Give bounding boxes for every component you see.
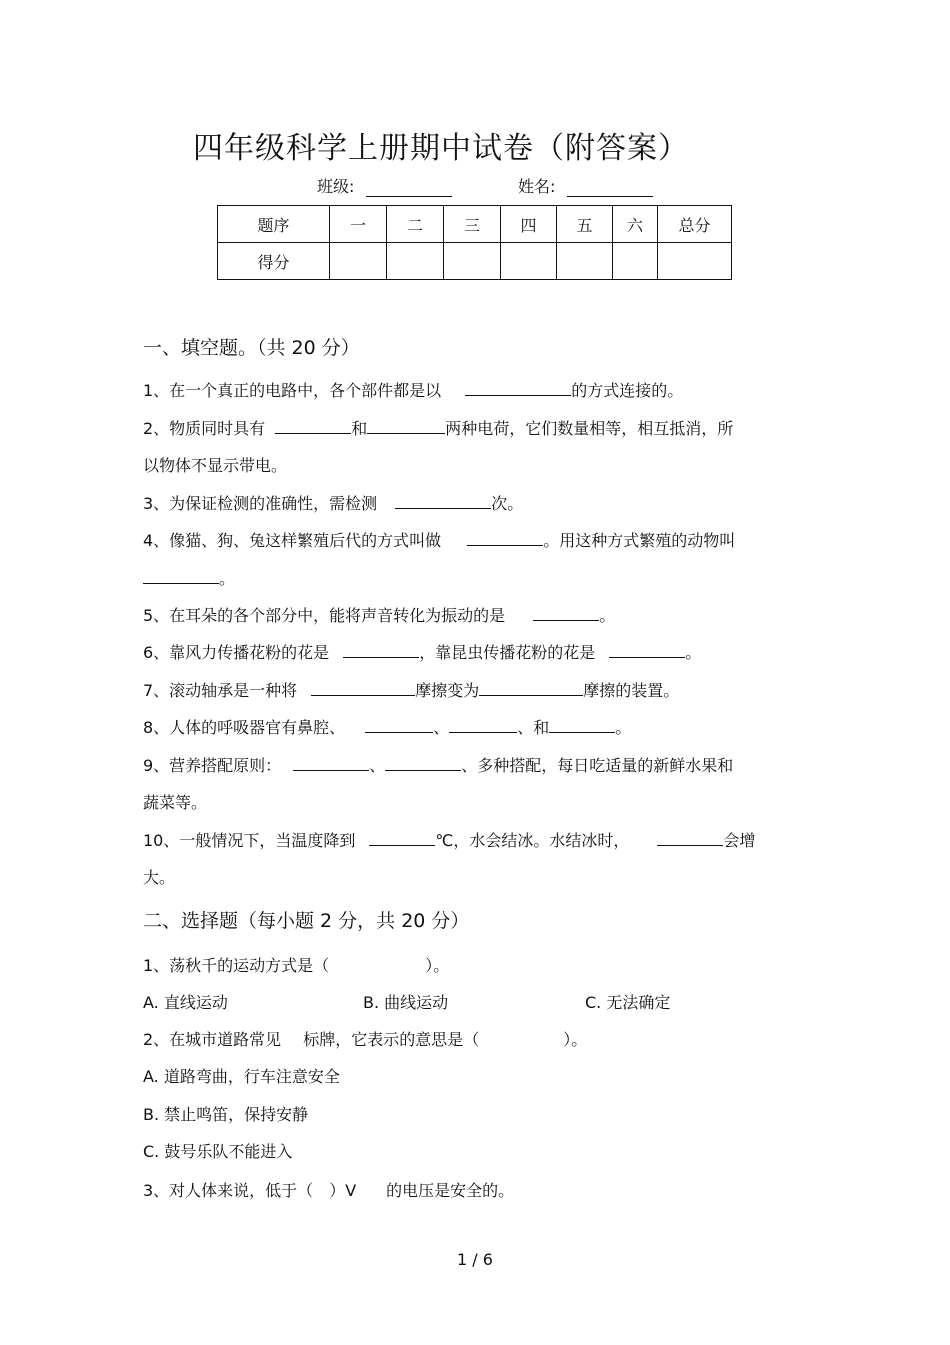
- question-text: 。用这种方式繁殖的动物叫: [543, 531, 736, 550]
- question-text: 2、物质同时具有: [143, 419, 266, 438]
- question-2-2-option-b[interactable]: B. 禁止鸣笛，保持安静: [143, 1105, 309, 1124]
- question-1-1: [143, 378, 683, 401]
- answer-blank[interactable]: [533, 605, 599, 621]
- question-text: 1、荡秋千的运动方式是（: [143, 956, 330, 975]
- question-text: 。: [615, 718, 632, 737]
- question-text: 、: [433, 718, 450, 737]
- class-field: [317, 174, 452, 197]
- answer-blank[interactable]: [311, 680, 415, 696]
- score-cell[interactable]: [613, 243, 658, 280]
- question-text: 的电压是安全的。: [386, 1181, 515, 1200]
- question-text: 3、对人体来说，低于（: [143, 1181, 314, 1200]
- question-text: 。: [685, 643, 702, 662]
- score-row-label: 得分: [218, 243, 330, 280]
- question-2-2-option-a[interactable]: A. 道路弯曲，行车注意安全: [143, 1067, 340, 1086]
- question-1-7: [143, 678, 679, 701]
- answer-blank[interactable]: [365, 717, 433, 733]
- question-text: 、: [369, 756, 386, 775]
- question-text: 两种电荷，它们数量相等，相互抵消，所: [445, 419, 734, 438]
- answer-blank[interactable]: [467, 530, 543, 546]
- answer-blank[interactable]: [449, 717, 517, 733]
- question-1-2: [143, 416, 733, 439]
- score-cell[interactable]: [501, 243, 557, 280]
- question-text: ℃，水会结冰。水结冰时，: [435, 831, 630, 850]
- score-header-cell: 三: [444, 206, 501, 243]
- answer-blank[interactable]: [343, 642, 419, 658]
- question-1-2-cont: 以物体不显示带电。: [143, 456, 288, 475]
- score-header-cell: 四: [501, 206, 557, 243]
- score-header-cell: 五: [557, 206, 613, 243]
- score-cell[interactable]: [658, 243, 732, 280]
- question-2-1-option-a[interactable]: A. 直线运动: [143, 993, 228, 1012]
- question-text: ，靠昆虫传播花粉的花是: [419, 643, 596, 662]
- question-text: 标牌，它表示的意思是（: [303, 1030, 480, 1049]
- question-1-3: [143, 491, 523, 514]
- question-text: ）V: [329, 1181, 357, 1200]
- question-text: 、多种搭配，每日吃适量的新鲜水果和: [461, 756, 734, 775]
- question-text: 8、人体的呼吸器官有鼻腔、: [143, 718, 346, 737]
- score-table-score-row: [218, 243, 732, 280]
- section2-heading: 二、选择题（每小题 2 分，共 20 分）: [143, 910, 470, 932]
- question-text: 会增: [723, 831, 756, 850]
- question-2-1-option-c[interactable]: C. 无法确定: [585, 993, 671, 1012]
- score-cell[interactable]: [387, 243, 444, 280]
- class-blank[interactable]: [366, 179, 452, 197]
- section1-heading: 一、填空题。（共 20 分）: [143, 337, 360, 359]
- question-text: 3、为保证检测的准确性，需检测: [143, 494, 378, 513]
- name-blank[interactable]: [567, 179, 653, 197]
- page-number: 1 / 6: [457, 1250, 493, 1269]
- class-label: 班级:: [317, 177, 355, 196]
- answer-blank[interactable]: [395, 493, 491, 509]
- question-2-2: [143, 1027, 587, 1050]
- name-field: [518, 174, 653, 197]
- answer-blank[interactable]: [143, 568, 219, 584]
- question-1-10: [143, 828, 755, 851]
- answer-blank[interactable]: [385, 755, 461, 771]
- question-text: 7、滚动轴承是一种将: [143, 681, 298, 700]
- score-header-cell: 六: [613, 206, 658, 243]
- question-text: 的方式连接的。: [571, 381, 684, 400]
- question-text: 。: [599, 606, 616, 625]
- score-table-header-row: [218, 206, 732, 243]
- score-cell[interactable]: [444, 243, 501, 280]
- question-text: 4、像猫、狗、兔这样繁殖后代的方式叫做: [143, 531, 442, 550]
- answer-blank[interactable]: [657, 830, 723, 846]
- question-text: 10、一般情况下，当温度降到: [143, 831, 356, 850]
- question-text: 摩擦的装置。: [583, 681, 680, 700]
- question-text: 5、在耳朵的各个部分中，能将声音转化为振动的是: [143, 606, 506, 625]
- name-label: 姓名:: [518, 177, 556, 196]
- question-text: 、和: [517, 718, 550, 737]
- question-text: 。: [219, 569, 236, 588]
- answer-blank[interactable]: [369, 830, 435, 846]
- score-cell[interactable]: [330, 243, 387, 280]
- question-text: 2、在城市道路常见: [143, 1030, 282, 1049]
- answer-blank[interactable]: [465, 380, 571, 396]
- question-text: 6、靠风力传播花粉的花是: [143, 643, 330, 662]
- question-text: ）。: [563, 1030, 588, 1049]
- question-text: ）。: [425, 956, 450, 975]
- question-text: 1、在一个真正的电路中，各个部件都是以: [143, 381, 442, 400]
- question-text: 和: [351, 419, 368, 438]
- answer-blank[interactable]: [479, 680, 583, 696]
- score-table: [217, 205, 732, 280]
- score-header-cell: 一: [330, 206, 387, 243]
- question-2-1: [143, 953, 449, 976]
- question-1-4-cont: [143, 566, 235, 589]
- question-2-1-option-b[interactable]: B. 曲线运动: [363, 993, 449, 1012]
- question-1-10-cont: 大。: [143, 868, 176, 887]
- question-text: 9、营养搭配原则：: [143, 756, 282, 775]
- question-1-9: [143, 753, 733, 776]
- answer-blank[interactable]: [549, 717, 615, 733]
- question-2-2-option-c[interactable]: C. 鼓号乐队不能进入: [143, 1142, 293, 1161]
- question-1-4: [143, 528, 735, 551]
- answer-blank[interactable]: [293, 755, 369, 771]
- answer-blank[interactable]: [367, 418, 445, 434]
- question-text: 次。: [491, 494, 524, 513]
- question-1-9-cont: 蔬菜等。: [143, 793, 208, 812]
- score-header-cell: 总分: [658, 206, 732, 243]
- question-1-5: [143, 603, 615, 626]
- score-cell[interactable]: [557, 243, 613, 280]
- score-header-cell: 题序: [218, 206, 330, 243]
- answer-blank[interactable]: [275, 418, 351, 434]
- question-text: 摩擦变为: [415, 681, 480, 700]
- question-1-8: [143, 715, 631, 738]
- answer-blank[interactable]: [609, 642, 685, 658]
- score-header-cell: 二: [387, 206, 444, 243]
- question-2-3: [143, 1178, 514, 1201]
- page-title: 四年级科学上册期中试卷（附答案）: [193, 131, 689, 166]
- question-1-6: [143, 640, 701, 663]
